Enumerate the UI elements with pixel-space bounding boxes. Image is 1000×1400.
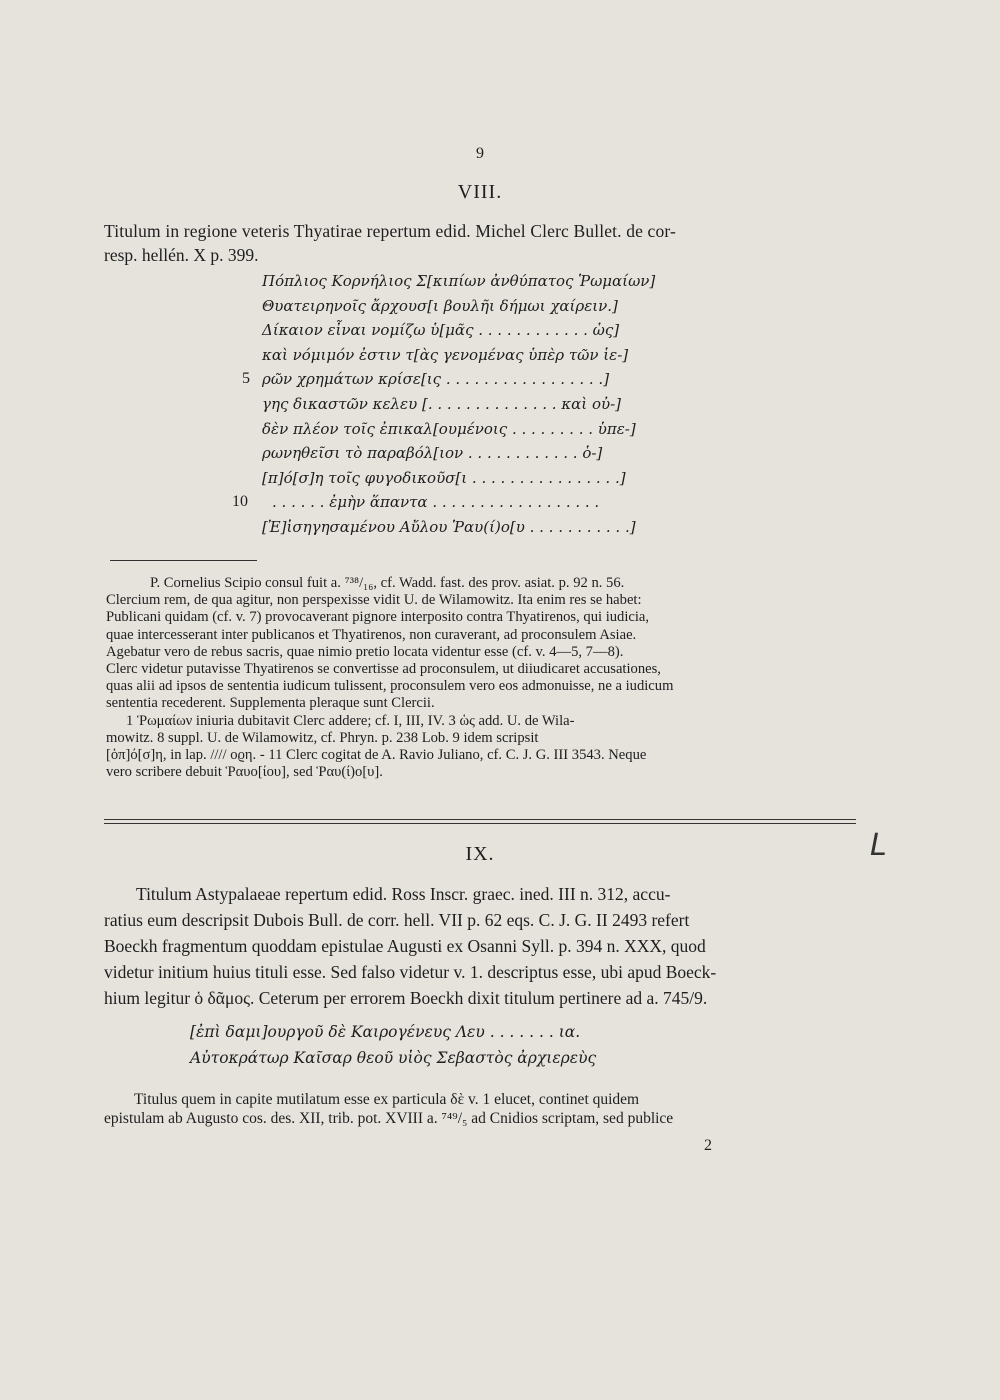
paragraph-line: ratius eum descripsit Dubois Bull. de corr. hell. VII p. 62 eqs. C. J. G. II 2493 refert — [104, 910, 690, 930]
inscription-line: ρῶν χρημάτων κρίσε[ις . . . . . . . . . . . . . . . . .] — [262, 370, 610, 389]
inscription-line: Πόπλιος Κορνήλιος Σ[κιπίων ἀνθύπατος Ῥωμαίων] — [262, 272, 656, 290]
inscription-line: Δίκαιον εἶναι νομίζω ὑ[μᾶς . . . . . . . . . . . . ὡς] — [262, 321, 620, 340]
section-divider — [104, 823, 856, 824]
note-line: P. Cornelius Scipio consul fuit a. ⁷³⁸/₁₆, cf. Wadd. fast. des prov. asiat. p. 92 n. 56. — [150, 575, 625, 591]
note-line: Clerc videtur putavisse Thyatirenos se convertisse ad proconsulem, ut diiudicaret accusationes, — [106, 661, 661, 677]
inscription-line: Θυατειρηνοῖς ἄρχουσ[ι βουλῆι δήμωι χαίρειν.] — [262, 296, 618, 315]
page-number: 9 — [476, 145, 484, 162]
inscription-line: [ἐπὶ δαμι]ουργοῦ δὲ Καιρογένευς Λευ . . . . . . . ια. — [190, 1023, 581, 1041]
section-divider — [104, 819, 856, 820]
margin-annotation: L — [870, 828, 887, 863]
intro-line: resp. hellén. X p. 399. — [104, 245, 259, 265]
note-line: [ὁπ]ό[σ]η, in lap. //// οϱη. - 11 Clerc cogitat de A. Ravio Juliano, cf. C. J. G. III 3543. Neque — [106, 747, 647, 763]
note-line: Publicani quidam (cf. v. 7) provocaverant pignore interposito contra Thyatirenos, qui iudicia, — [106, 609, 650, 626]
inscription-ix — [190, 1019, 596, 1071]
section-heading-viii: VIII. — [457, 181, 503, 203]
section-ix-commentary — [104, 1090, 856, 1135]
paragraph-line: hium legitur ὁ δᾶμος. Ceterum per errorem Boeckh dixit titulum pertinere ad a. 745/9. — [104, 988, 708, 1008]
section-viii-intro — [104, 219, 676, 267]
note-line: Clercium rem, de qua agitur, non perspexisse vidit U. de Wilamowitz. Ita enim res se habet: — [106, 592, 642, 609]
commentary-line: Titulus quem in capite mutilatum esse ex particula δὲ v. 1 elucet, continet quidem — [134, 1091, 640, 1108]
note-line: 1 Ῥωμαίων iniuria dubitavit Clerc addere; cf. I, III, IV. 3 ὡς add. U. de Wila- — [126, 712, 575, 729]
inscription-line: ρωνηθεῖσι τὸ παραβόλ[ιον . . . . . . . . . . . . ὁ-] — [262, 444, 603, 463]
commentary-line: epistulam ab Augusto cos. des. XII, trib. pot. XVIII a. ⁷⁴⁹/₅ ad Cnidios scriptam, sed publice — [104, 1110, 674, 1127]
section-heading-ix: IX. — [465, 843, 495, 865]
intro-line: Titulum in regione veteris Thyatirae repertum edid. Michel Clerc Bullet. de cor- — [104, 221, 676, 241]
line-number: 10 — [232, 493, 248, 511]
inscription-line: δὲν πλέον τοῖς ἐπικαλ[ουμένοις . . . . . . . . . ὑπε-] — [262, 419, 636, 438]
note-line: mowitz. 8 suppl. U. de Wilamowitz, cf. Phryn. p. 238 Lob. 9 idem scripsit — [106, 729, 539, 746]
paragraph-line: Boeckh fragmentum quoddam epistulae Augusti ex Osanni Syll. p. 394 n. XXX, quod — [104, 936, 706, 956]
paragraph-line: Titulum Astypalaeae repertum edid. Ross Inscr. graec. ined. III n. 312, accu- — [136, 884, 671, 904]
inscription-viii — [232, 269, 702, 549]
signature-mark: 2 — [704, 1137, 712, 1154]
note-line: Agebatur vero de rebus sacris, quae nimio pretio locata videntur esse (cf. v. 4—5, 7—8). — [106, 643, 624, 660]
inscription-line: [Ἐ]ἰσηγησαμένου Αὔλου Ῥαυ(ί)ο[υ . . . . . . . . . . .] — [262, 518, 636, 536]
footnote-rule — [110, 560, 257, 561]
inscription-line: . . . . . . ἐμὴν ἅπαντα . . . . . . . . . . . . . . . . . . — [272, 493, 600, 512]
note-line: quae intercesserant inter publicanos et Thyatirenos, non curaverant, ad proconsulem Asiae. — [106, 626, 637, 643]
inscription-line: Αὐτοκράτωρ Καῖσαρ θεοῦ υἱὸς Σεβαστὸς ἀρχιερεὺς — [190, 1049, 597, 1067]
section-ix-paragraph — [104, 881, 856, 1016]
note-line: sententia recederent. Supplementa pleraque sunt Clercii. — [106, 695, 435, 712]
inscription-line: καὶ νόμιμόν ἐστιν τ[ὰς γενομένας ὑπὲρ τῶν ἱε-] — [262, 345, 629, 364]
inscription-line: [π]ό[σ]η τοῖς φυγοδικοῦσ[ι . . . . . . . . . . . . . . . .] — [262, 468, 626, 487]
inscription-line: γης δικαστῶν κελευ [. . . . . . . . . . . . . . καὶ οὐ-] — [262, 395, 622, 413]
line-number: 5 — [242, 370, 250, 388]
section-viii-notes — [106, 575, 856, 785]
note-line: quas alii ad ipsos de sententia iudicum tulissent, proconsulem vero eos admonuisse, ne a iudicum — [106, 678, 674, 695]
paragraph-line: videtur initium huius tituli esse. Sed falso videtur v. 1. descriptus esse, ubi apud Boeck- — [104, 962, 717, 982]
note-line: vero scribere debuit Ῥαυο[ίου], sed Ῥαυ(ί)ο[υ]. — [106, 764, 383, 781]
